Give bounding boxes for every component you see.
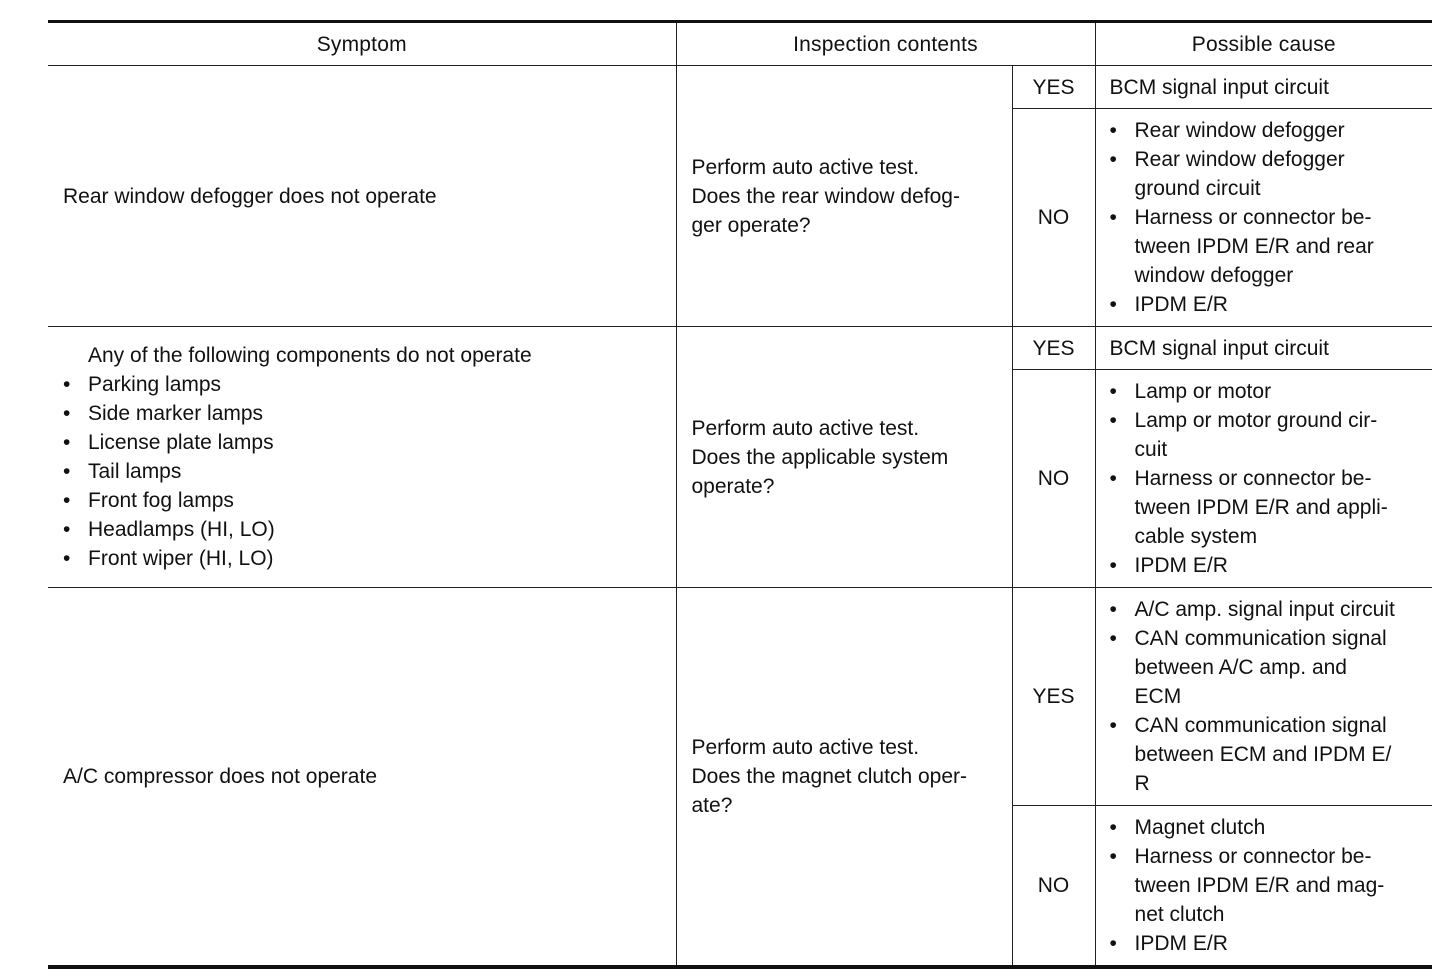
- no-causes-cell: [1095, 370, 1432, 588]
- no-label: NO: [1012, 806, 1095, 968]
- list-item: [1110, 406, 1425, 464]
- cause-line: tween IPDM E/R and mag-: [1134, 874, 1385, 897]
- list-item: [1110, 290, 1425, 319]
- cause-list: [1110, 813, 1425, 958]
- symptom-text: Rear window defogger does not operate: [63, 184, 437, 208]
- list-item: • License plate lamps: [63, 428, 666, 457]
- list-item: [1110, 624, 1425, 711]
- cause-line: ground circuit: [1134, 177, 1261, 200]
- list-item: • Front fog lamps: [63, 486, 666, 515]
- list-item: [1110, 464, 1425, 551]
- table-row: [48, 588, 1432, 806]
- cause-line: between A/C amp. and: [1134, 656, 1347, 679]
- cause-line: • CAN communication signal: [1134, 627, 1387, 650]
- inspection-cell: [676, 588, 1012, 968]
- diagnosis-table: [48, 20, 1432, 969]
- list-item: [1110, 711, 1425, 798]
- cause-line: • CAN communication signal: [1134, 714, 1387, 737]
- no-causes-cell: [1095, 806, 1432, 968]
- cause-line: net clutch: [1134, 903, 1225, 926]
- cause-line: • Harness or connector be-: [1134, 206, 1372, 229]
- cause-line: between ECM and IPDM E/: [1134, 743, 1392, 766]
- cause-list: [1110, 116, 1425, 319]
- list-item: [1110, 929, 1425, 958]
- list-item: [1110, 145, 1425, 203]
- yes-label: YES: [1012, 588, 1095, 806]
- inspection-line: Does the magnet clutch oper-: [691, 765, 967, 788]
- list-item: [1110, 842, 1425, 929]
- inspection-line: ate?: [691, 794, 733, 817]
- table-row: [48, 66, 1432, 109]
- cause-line: • Lamp or motor: [1134, 380, 1272, 403]
- yes-label: YES: [1012, 327, 1095, 370]
- cause-line: cable system: [1134, 525, 1258, 548]
- table-row: [48, 327, 1432, 370]
- cause-line: • Rear window defogger: [1134, 148, 1345, 171]
- yes-cause: BCM signal input circuit: [1095, 66, 1432, 109]
- cause-line: window defogger: [1134, 264, 1294, 287]
- list-item: [1110, 116, 1425, 145]
- inspection-line: Does the rear window defog-: [691, 184, 960, 208]
- inspection-line: Does the applicable system: [691, 445, 949, 469]
- inspection-line: Perform auto active test.: [691, 155, 920, 179]
- cause-line: • Magnet clutch: [1134, 816, 1266, 839]
- symptom-intro: Any of the following components do not operate: [88, 344, 532, 367]
- no-label: NO: [1012, 370, 1095, 588]
- list-item: • Headlamps (HI, LO): [63, 515, 666, 544]
- inspection-line: Perform auto active test.: [691, 416, 920, 440]
- cause-line: R: [1134, 772, 1150, 795]
- header-inspection: Inspection contents: [676, 22, 1095, 66]
- list-item: [1110, 595, 1425, 624]
- header-row: [48, 22, 1432, 66]
- cause-line: • IPDM E/R: [1134, 932, 1228, 955]
- inspection-cell: [676, 66, 1012, 327]
- cause-line: • Harness or connector be-: [1134, 467, 1372, 490]
- diagnosis-table-page: [48, 20, 1432, 969]
- list-item: • Parking lamps: [63, 370, 666, 399]
- list-item: [1110, 203, 1425, 290]
- yes-cause: BCM signal input circuit: [1095, 327, 1432, 370]
- no-causes-cell: [1095, 109, 1432, 327]
- inspection-cell: [676, 327, 1012, 588]
- cause-line: cuit: [1134, 438, 1168, 461]
- symptom-cell: [48, 327, 676, 588]
- cause-line: ECM: [1134, 685, 1182, 708]
- cause-line: • IPDM E/R: [1134, 554, 1228, 577]
- yes-causes-cell: [1095, 588, 1432, 806]
- symptom-text: A/C compressor does not operate: [63, 765, 377, 788]
- inspection-line: Perform auto active test.: [691, 736, 920, 759]
- cause-list: [1110, 377, 1425, 580]
- symptom-cell: [48, 66, 676, 327]
- list-item: • Tail lamps: [63, 457, 666, 486]
- list-item: • Side marker lamps: [63, 399, 666, 428]
- header-cause: Possible cause: [1095, 22, 1432, 66]
- symptom-cell: [48, 588, 676, 968]
- cause-line: • Rear window defogger: [1134, 119, 1345, 142]
- cause-line: • Harness or connector be-: [1134, 845, 1372, 868]
- cause-line: • Lamp or motor ground cir-: [1134, 409, 1378, 432]
- list-item: [1110, 377, 1425, 406]
- cause-line: • A/C amp. signal input circuit: [1134, 598, 1395, 621]
- header-symptom: Symptom: [48, 22, 676, 66]
- cause-line: tween IPDM E/R and rear: [1134, 235, 1374, 258]
- cause-line: tween IPDM E/R and appli-: [1134, 496, 1388, 519]
- inspection-line: ger operate?: [691, 213, 811, 237]
- list-item: • Front wiper (HI, LO): [63, 544, 666, 573]
- cause-list: [1110, 595, 1425, 798]
- component-list: [63, 370, 666, 573]
- list-item: [1110, 551, 1425, 580]
- list-item: [1110, 813, 1425, 842]
- no-label: NO: [1012, 109, 1095, 327]
- cause-line: • IPDM E/R: [1134, 293, 1228, 316]
- inspection-line: operate?: [691, 474, 775, 498]
- yes-label: YES: [1012, 66, 1095, 109]
